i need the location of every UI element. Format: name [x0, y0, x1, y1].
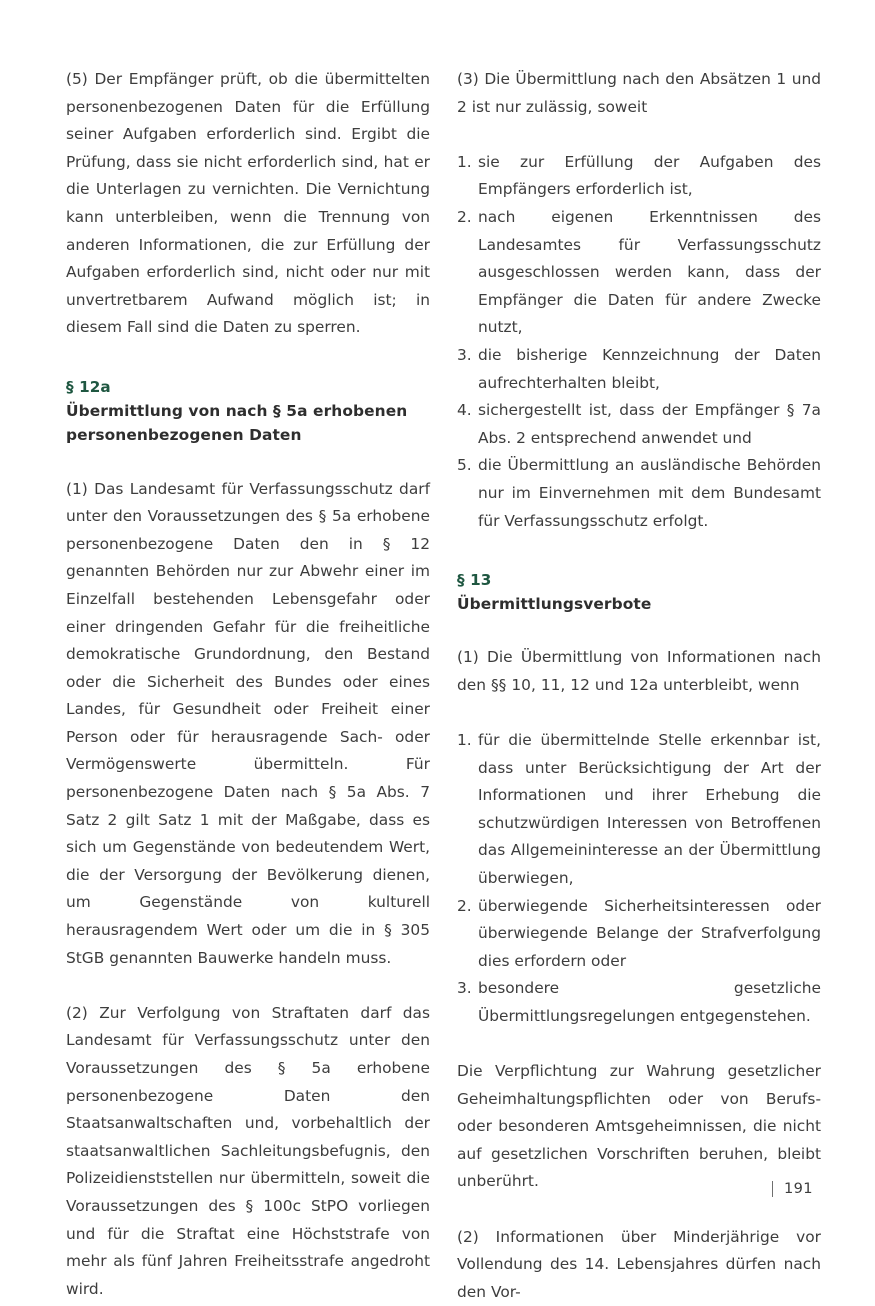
- section-number-12a: § 12a: [66, 377, 111, 396]
- list-item: [457, 149, 821, 204]
- page-footer: [772, 1179, 813, 1199]
- section-title-13: Übermittlungsverbote: [457, 595, 652, 614]
- list-item-text: sichergestellt ist, dass der Empfänger § 7a Abs. 2 entsprechend anwendet und: [478, 401, 821, 447]
- list-marker: 1.: [457, 152, 472, 171]
- list-item: [457, 397, 821, 452]
- list-marker: 1.: [457, 730, 472, 749]
- paragraph-12a-absatz-3: (3) Die Übermittlung nach den Absätzen 1 und 2 ist nur zulässig, soweit: [457, 70, 821, 116]
- numbered-list-13-absatz-1: [457, 727, 821, 1031]
- section-13-heading-block: [457, 568, 821, 617]
- left-column: [66, 66, 430, 1306]
- list-marker: 5.: [457, 456, 472, 475]
- list-item: [457, 893, 821, 976]
- list-marker: 3.: [457, 345, 472, 364]
- paragraph-12a-absatz-1: (1) Das Landesamt für Verfassungsschutz darf unter den Voraussetzungen des § 5a erhobene personenbezogene Daten den in § 12 genannten Behörden nur zur Abwehr einer im Einzelfall bestehenden Lebensgefahr oder einer dringenden Gefahr für die freiheitliche demokratische Grundordnung, den Bestand oder die Sicherheit des Bundes oder eines Landes, für Gesundheit oder Freiheit einer Person oder für herausragende Sach- oder Vermögenswerte übermitteln. Für personenbezogene Daten nach § 5a Abs. 7 Satz 2 gilt Satz 1 mit der Maßgabe, dass es sich um Gegenstände von bedeutendem Wert, die der Versorgung der Bevölkerung dienen, um Gegenstände von kulturell herausragendem Wert oder um die in § 305 StGB genannten Bauwerke handeln muss.: [66, 479, 430, 967]
- spacer: [66, 448, 430, 476]
- list-item-text: die Übermittlung an ausländische Behörden nur im Einvernehmen mit dem Bundesamt für Verfassungsschutz erfolgt.: [478, 456, 821, 530]
- section-12a-heading-block: [66, 375, 430, 448]
- footer-divider: [772, 1181, 773, 1197]
- spacer: [457, 1031, 821, 1059]
- section-title-12a: Übermittlung von nach § 5a erhobenen personenbezogenen Daten: [66, 401, 408, 445]
- list-item-text: besondere gesetzliche Übermittlungsregelungen entgegenstehen.: [478, 979, 821, 1025]
- paragraph-13-geheimhaltung: Die Verpflichtung zur Wahrung gesetzlicher Geheimhaltungspflichten oder von Berufs- oder besonderen Amtsgeheimnissen, die nicht auf gesetzlichen Vorschriften beruhen, bleibt unberührt.: [457, 1062, 821, 1191]
- list-marker: 2.: [457, 896, 472, 915]
- list-item: [457, 342, 821, 397]
- numbered-list-12a-absatz-3: [457, 149, 821, 535]
- list-marker: 4.: [457, 401, 472, 420]
- list-marker: 3.: [457, 979, 472, 998]
- paragraph-12a-absatz-2: (2) Zur Verfolgung von Straftaten darf das Landesamt für Verfassungsschutz unter den Voraussetzungen des § 5a erhobene personenbezogene Daten den Staatsanwaltschaften und, vorbehaltlich der staatsanwaltlichen Sachleitungsbefugnis, den Polizeidienststellen nur übermitteln, soweit die Voraussetzungen des § 100c StPO vorliegen und für die Straftat eine Höchststrafe von mehr als fünf Jahren Freiheitsstrafe angedroht wird.: [66, 1003, 430, 1298]
- list-item: [457, 727, 821, 893]
- spacer: [457, 617, 821, 645]
- spacer: [457, 699, 821, 727]
- paragraph-13-absatz-2: (2) Informationen über Minderjährige vor Vollendung des 14. Lebensjahres dürfen nach den Vor-: [457, 1227, 821, 1301]
- spacer: [457, 121, 821, 149]
- list-item-text: überwiegende Sicherheitsinteressen oder überwiegende Belange der Strafverfolgung dies erfordern oder: [478, 896, 821, 970]
- section-number-13: § 13: [457, 571, 492, 590]
- list-item: [457, 975, 821, 1030]
- paragraph-absatz-5: (5) Der Empfänger prüft, ob die übermittelten personenbezogenen Daten für die Erfüllung seiner Aufgaben erforderlich sind. Ergibt die Prüfung, dass sie nicht erforderlich sind, hat er die Unterlagen zu vernichten. Die Vernichtung kann unterbleiben, wenn die Trennung von anderen Informationen, die zur Erfüllung der Aufgaben erforderlich sind, nicht oder nur mit unvertretbarem Aufwand möglich ist; in diesem Fall sind die Daten zu sperren.: [66, 70, 430, 337]
- list-item-text: sie zur Erfüllung der Aufgaben des Empfängers erforderlich ist,: [478, 152, 821, 199]
- right-column: [457, 66, 821, 1306]
- page-number: 191: [783, 1180, 813, 1197]
- list-item-text: die bisherige Kennzeichnung der Daten aufrechterhalten bleibt,: [478, 345, 821, 392]
- two-column-layout: [66, 66, 821, 1306]
- list-item-text: nach eigenen Erkenntnissen des Landesamtes für Verfassungsschutz ausgeschlossen werden kann, dass der Empfänger die Daten für andere Zwecke nutzt,: [478, 207, 821, 337]
- paragraph-13-absatz-1: (1) Die Übermittlung von Informationen nach den §§ 10, 11, 12 und 12a unterbleibt, wenn: [457, 648, 821, 694]
- list-marker: 2.: [457, 207, 472, 226]
- list-item-text: für die übermittelnde Stelle erkennbar ist, dass unter Berücksichtigung der Art der Informationen und ihrer Erhebung die schutzwürdigen Interessen von Betroffenen das Allgemeininteresse an der Übermittlung überwiegen,: [478, 730, 821, 887]
- list-item: [457, 452, 821, 535]
- list-item: [457, 204, 821, 342]
